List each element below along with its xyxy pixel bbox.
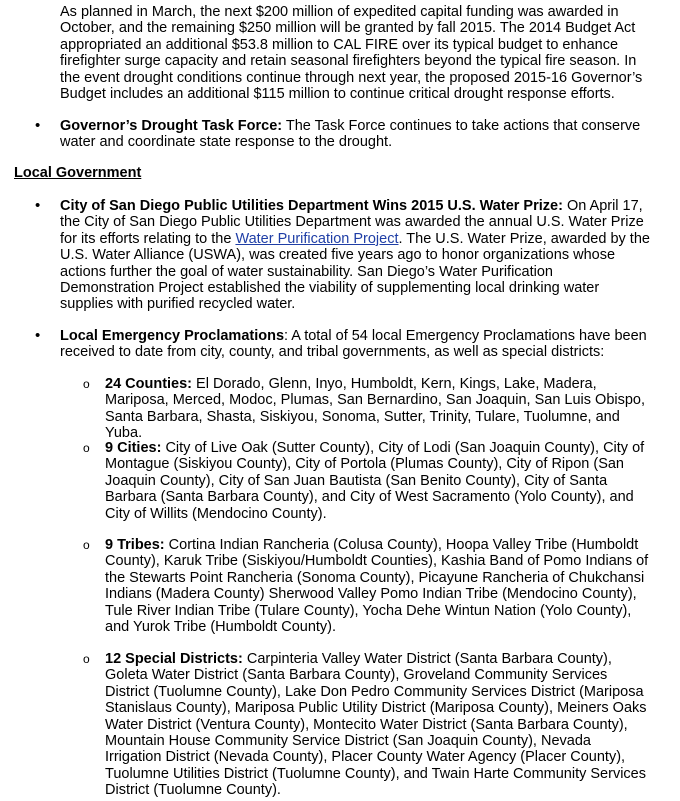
sub-item-title: 9 Cities: — [105, 440, 162, 456]
bullet-water-prize — [35, 197, 650, 313]
sub-bullet-marker: o — [83, 652, 90, 666]
bullet-task-force — [35, 117, 650, 151]
water-prize-text-before: On April 17, the City of San Diego Public Utilities Department was awarded the annual U.S. Water Prize for its efforts relating to the — [60, 198, 644, 247]
sub-item-title: 24 Counties: — [105, 376, 193, 392]
bullet-marker: • — [35, 197, 41, 214]
sub-item-tribes — [83, 537, 650, 636]
task-force-text: The Task Force continues to take actions that conserve water and coordinate state response to the drought. — [60, 118, 641, 151]
sub-item-cities — [83, 440, 650, 522]
task-force-title: Governor’s Drought Task Force: — [60, 118, 283, 134]
sub-bullet-marker: o — [83, 377, 90, 391]
water-purification-link[interactable]: Water Purification Project — [235, 230, 399, 247]
sub-item-text: Cortina Indian Rancheria (Colusa County), Hoopa Valley Tribe (Humboldt County), Karuk Tribe (Siskiyou/Humboldt Counties), Kashia Band of Pomo Indians of the Stewarts Point Rancheria (Sonoma County), Picayune Rancheria of Chukchansi Indians (Madera County) Sherwood Valley Pomo Indian Tribe (Mendocino County), Tule River Indian Tribe (Tulare County), Yocha Dehe Wintun Nation (Yolo County), and Yurok Tribe (Humboldt County). — [105, 537, 649, 636]
proclamations-text: : A total of 54 local Emergency Proclamations have been received to date from city, county, and tribal governments, as well as special districts: — [60, 328, 647, 361]
sub-item-text: City of Live Oak (Sutter County), City of Lodi (San Joaquin County), City of Montague (Siskiyou County), City of Portola (Plumas County), City of Ripon (San Joaquin County), City of San Juan Bautista (San Benito County), City of Santa Barbara (Santa Barbara County), and City of West Sacramento (Yolo County), and City of Willits (Mendocino County). — [105, 440, 645, 522]
sub-item-title: 9 Tribes: — [105, 537, 165, 553]
section-heading: Local Government — [14, 165, 142, 181]
sub-item-text: Carpinteria Valley Water District (Santa Barbara County), Goleta Water District (Santa Barbara County), Groveland Community Services District (Tuolumne County), Lake Don Pedro Community Services District (Mariposa Stanislaus County), Mariposa Public Utility District (Mariposa County), Meiners Oaks Water District (Ventura County), Montecito Water District (Santa Barbara County), Mountain House Community Service District (San Joaquin County), Nevada Irrigation District (Nevada County), Placer County Water Agency (Placer County), Tuolumne Utilities District (Tuolumne County), and Twain Harte Community Services District (Tuolumne County). — [105, 651, 647, 799]
sub-item-text: El Dorado, Glenn, Inyo, Humboldt, Kern, Kings, Lake, Madera, Mariposa, Merced, Modoc, Plumas, San Bernardino, San Joaquin, San Luis Obispo, Santa Barbara, Shasta, Siskiyou, Sonoma, Sutter, Trinity, Tulare, Tuolumne, and Yuba. — [105, 376, 646, 442]
proclamations-title: Local Emergency Proclamations — [60, 328, 285, 344]
intro-paragraph: As planned in March, the next $200 million of expedited capital funding was awarded in October, and the remaining $250 million will be granted by fall 2015. The 2014 Budget Act appropriated an additional $53.8 million to CAL FIRE over its typical budget to enhance firefighter surge capacity and retain seasonal firefighters beyond the typical fire season. In the event drought conditions continue through next year, the proposed 2015-16 Governor’s Budget includes an additional $115 million to continue critical drought response efforts. — [60, 4, 643, 103]
bullet-marker: • — [35, 117, 41, 134]
sub-item-counties — [83, 376, 650, 442]
bullet-marker: • — [35, 327, 41, 344]
water-prize-text-after: . The U.S. Water Prize, awarded by the U.S. Water Alliance (USWA), was created five years ago to honor organizations whose actions further the goal of water sustainability. San Diego’s Water Purification Demonstration Project established the viability of supplementing local drinking water supplies with purified recycled water. — [60, 230, 650, 313]
sub-item-title: 12 Special Districts: — [105, 651, 243, 667]
sub-bullet-marker: o — [83, 538, 90, 552]
bullet-proclamations — [35, 327, 650, 361]
sub-item-special-districts — [83, 651, 650, 799]
sub-bullet-marker: o — [83, 441, 90, 455]
water-prize-title: City of San Diego Public Utilities Department Wins 2015 U.S. Water Prize: — [60, 198, 563, 214]
